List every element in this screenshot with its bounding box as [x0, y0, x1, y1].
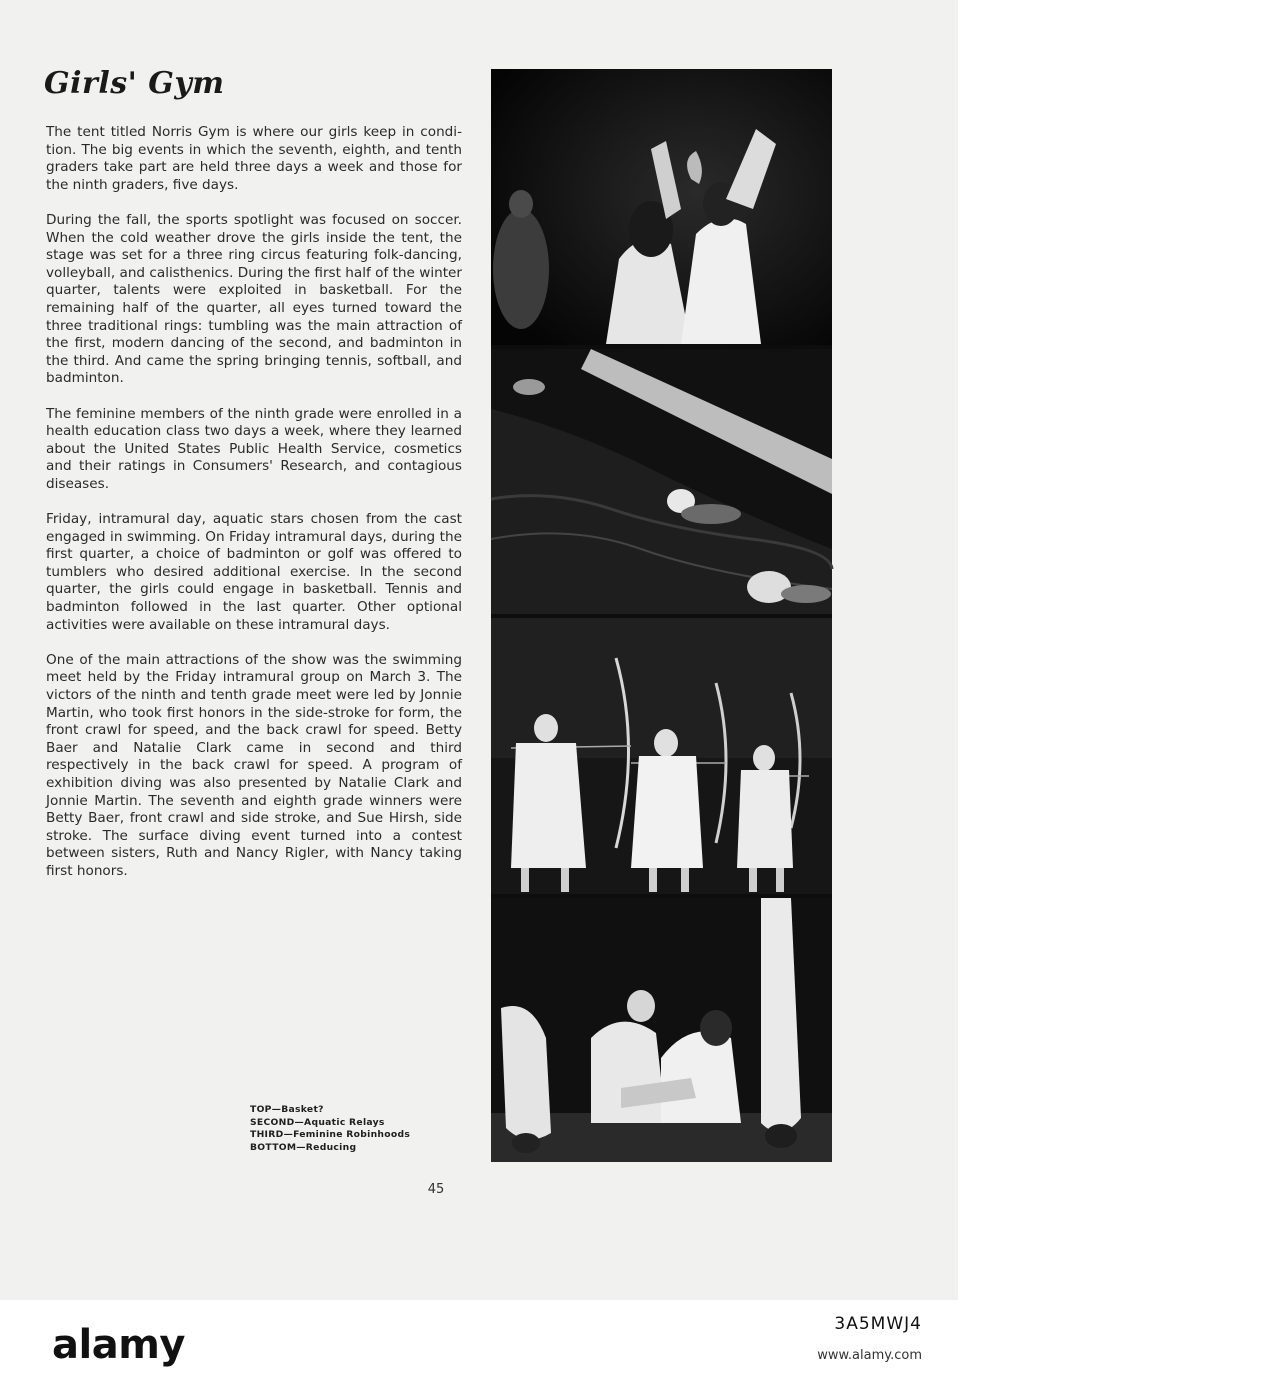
- paragraph-health-education: The feminine members of the ninth grade were enrolled in a health education class two days a week, where they learned about the United States Public Health Service, cosmetics and their ratings in Consumers' Research, and contagious diseases.: [46, 405, 462, 492]
- photo-captions: [250, 1104, 410, 1154]
- paragraph-intro: The tent titled Norris Gym is where our girls keep in condition. The big events in which the seventh, eighth, and tenth graders take part are held three days a week and those for the ninth graders, five days.: [46, 124, 462, 193]
- watermark-overlay: alamy: [1185, 173, 1282, 206]
- caption-top: TOP—Basket?: [250, 1104, 324, 1115]
- paragraph-seasons: During the fall, the sports spotlight was focused on soccer. When the cold weather drove the girls inside the tent, the stage was set for a three ring circus featuring folk-dancing, volleyball, and calisthenics. During the first half of the winter quarter, talents were exploited in basketball. For the remaining half of the quarter, all eyes turned toward the three traditional rings: tumbling was the main attraction of the first, modern dancing of the second, and badminton in the third. And came the spring bringing tennis, softball, and badminton.: [46, 211, 462, 387]
- photo-reducing: [491, 898, 832, 1162]
- caption-third: THIRD—Feminine Robinhoods: [250, 1129, 411, 1141]
- stock-footer: [0, 1300, 958, 1390]
- photo-column: [491, 69, 1282, 1162]
- image-id: 3A5MWJ4: [834, 1314, 922, 1334]
- article-body: [46, 124, 462, 898]
- footer-url: www.alamy.com: [817, 1348, 922, 1363]
- photo-aquatic-relays: [491, 349, 832, 614]
- caption-second: SECOND—Aquatic Relays: [250, 1116, 385, 1128]
- caption-bottom: BOTTOM—Reducing: [250, 1141, 357, 1153]
- alamy-logo: alamy: [52, 1322, 185, 1368]
- photo-basket: [491, 69, 832, 345]
- paragraph-intramural: Friday, intramural day, aquatic stars chosen from the cast engaged in swimming. On Friday intramural days, during the first quarter, a choice of badminton or golf was offered to tumblers who desired additional exercise. In the second quarter, the girls could engage in basketball. Tennis and badminton followed in the last quarter. Other optional activities were available on these intramural days.: [46, 511, 462, 633]
- page-number: 45: [427, 1182, 445, 1197]
- paragraph-swimming-meet: One of the main attractions of the show was the swimming meet held by the Friday intramural group on March 3. The victors of the ninth and tenth grade meet were led by Jonnie Martin, who took first honors in the side-stroke for form, the front crawl for speed, and the back crawl for speed. Betty Baer and Natalie Clark came in second and third respectively in the back crawl for speed. A program of exhibition diving was also presented by Natalie Clark and Jonnie Martin. The seventh and eighth grade winners were Betty Baer, front crawl and side stroke, and Sue Hirsh, side stroke. The surface diving event turned into a contest between sisters, Ruth and Nancy Rigler, with Nancy taking first honors.: [46, 651, 462, 879]
- page-title: Girls' Gym: [44, 66, 225, 101]
- photo-feminine-robinhoods: [491, 618, 832, 894]
